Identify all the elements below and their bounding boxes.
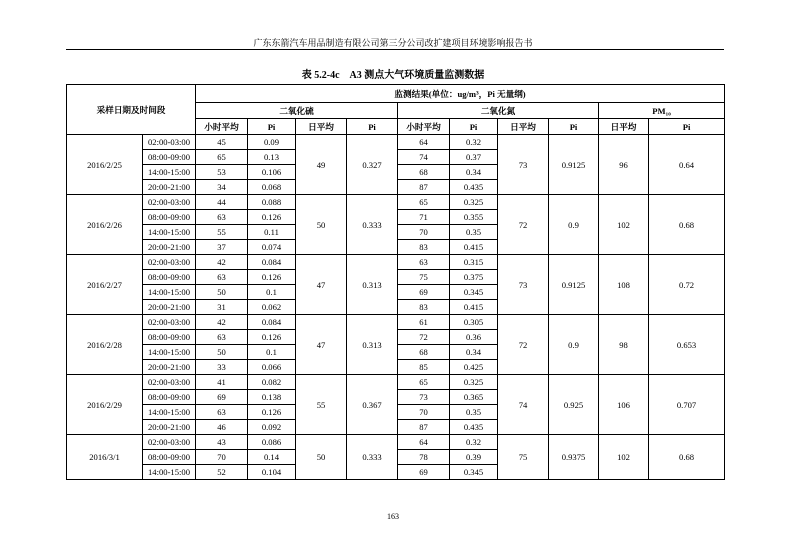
so2-daily-pi-cell: 0.313 bbox=[347, 255, 398, 315]
so2-hourly-cell: 42 bbox=[196, 315, 248, 330]
no2-hourly-pi-cell: 0.32 bbox=[450, 135, 498, 150]
time-cell: 08:00-09:00 bbox=[143, 450, 196, 465]
no2-daily-cell: 72 bbox=[498, 195, 549, 255]
no2-hourly-cell: 64 bbox=[398, 135, 450, 150]
time-cell: 14:00-15:00 bbox=[143, 345, 196, 360]
so2-daily-cell: 55 bbox=[296, 375, 347, 435]
time-cell: 20:00-21:00 bbox=[143, 420, 196, 435]
date-cell: 2016/2/26 bbox=[67, 195, 143, 255]
time-cell: 20:00-21:00 bbox=[143, 300, 196, 315]
so2-daily-cell: 49 bbox=[296, 135, 347, 195]
pm10-daily-cell: 108 bbox=[599, 255, 649, 315]
no2-hourly-pi-cell: 0.435 bbox=[450, 180, 498, 195]
no2-hourly-cell: 61 bbox=[398, 315, 450, 330]
no2-hourly-pi-cell: 0.415 bbox=[450, 300, 498, 315]
no2-hourly-pi-cell: 0.435 bbox=[450, 420, 498, 435]
so2-hourly-pi-cell: 0.092 bbox=[248, 420, 296, 435]
so2-hourly-pi-cell: 0.126 bbox=[248, 270, 296, 285]
pm10-pi-cell: 0.72 bbox=[649, 255, 725, 315]
so2-hourly-cell: 45 bbox=[196, 135, 248, 150]
time-cell: 20:00-21:00 bbox=[143, 360, 196, 375]
pm10-pi-cell: 0.68 bbox=[649, 195, 725, 255]
pm10-daily-cell: 96 bbox=[599, 135, 649, 195]
date-cell: 2016/2/25 bbox=[67, 135, 143, 195]
results-header: 监测结果(单位：ug/m³，Pi 无量纲) bbox=[196, 85, 725, 103]
no2-daily-pi-cell: 0.9375 bbox=[549, 435, 599, 480]
pm10-pi-cell: 0.64 bbox=[649, 135, 725, 195]
time-cell: 14:00-15:00 bbox=[143, 405, 196, 420]
so2-hourly-cell: 63 bbox=[196, 405, 248, 420]
time-cell: 02:00-03:00 bbox=[143, 135, 196, 150]
date-cell: 2016/2/27 bbox=[67, 255, 143, 315]
no2-daily-pi-cell: 0.9 bbox=[549, 195, 599, 255]
no2-hourly-cell: 87 bbox=[398, 180, 450, 195]
so2-hourly-pi-cell: 0.068 bbox=[248, 180, 296, 195]
no2-hourly-cell: 72 bbox=[398, 330, 450, 345]
page-number: 163 bbox=[387, 512, 399, 521]
so2-hourly-pi-cell: 0.066 bbox=[248, 360, 296, 375]
table-row bbox=[67, 435, 725, 450]
header-row-1 bbox=[67, 85, 725, 103]
so2-hourly-cell: 63 bbox=[196, 270, 248, 285]
so2-hourly-pi-cell: 0.062 bbox=[248, 300, 296, 315]
no2-hourly-pi-cell: 0.35 bbox=[450, 405, 498, 420]
time-cell: 20:00-21:00 bbox=[143, 240, 196, 255]
no2-hourly-pi-cell: 0.36 bbox=[450, 330, 498, 345]
so2-hourly-cell: 50 bbox=[196, 345, 248, 360]
no2-hourly-pi-cell: 0.34 bbox=[450, 165, 498, 180]
so2-hourly-pi-cell: 0.086 bbox=[248, 435, 296, 450]
date-cell: 2016/2/29 bbox=[67, 375, 143, 435]
time-cell: 02:00-03:00 bbox=[143, 435, 196, 450]
so2-hourly-cell: 43 bbox=[196, 435, 248, 450]
no2-hourly-pi-header: Pi bbox=[450, 119, 498, 135]
pm10-daily-cell: 98 bbox=[599, 315, 649, 375]
no2-hourly-cell: 83 bbox=[398, 240, 450, 255]
no2-hourly-cell: 87 bbox=[398, 420, 450, 435]
time-cell: 02:00-03:00 bbox=[143, 195, 196, 210]
no2-daily-pi-header: Pi bbox=[549, 119, 599, 135]
pm10-pi-cell: 0.653 bbox=[649, 315, 725, 375]
so2-hourly-cell: 55 bbox=[196, 225, 248, 240]
pm10-pi-cell: 0.707 bbox=[649, 375, 725, 435]
so2-hourly-cell: 42 bbox=[196, 255, 248, 270]
no2-hourly-cell: 78 bbox=[398, 450, 450, 465]
so2-hourly-cell: 63 bbox=[196, 210, 248, 225]
so2-hourly-cell: 44 bbox=[196, 195, 248, 210]
no2-hourly-cell: 65 bbox=[398, 375, 450, 390]
so2-hourly-cell: 33 bbox=[196, 360, 248, 375]
so2-hourly-pi-cell: 0.084 bbox=[248, 255, 296, 270]
no2-hourly-cell: 65 bbox=[398, 195, 450, 210]
so2-hourly-pi-cell: 0.106 bbox=[248, 165, 296, 180]
so2-hourly-cell: 70 bbox=[196, 450, 248, 465]
no2-hourly-pi-cell: 0.345 bbox=[450, 285, 498, 300]
time-cell: 08:00-09:00 bbox=[143, 390, 196, 405]
no2-hourly-cell: 70 bbox=[398, 405, 450, 420]
so2-hourly-cell: 52 bbox=[196, 465, 248, 480]
no2-hourly-pi-cell: 0.355 bbox=[450, 210, 498, 225]
no2-hourly-pi-cell: 0.305 bbox=[450, 315, 498, 330]
so2-hourly-pi-cell: 0.138 bbox=[248, 390, 296, 405]
so2-hourly-pi-cell: 0.074 bbox=[248, 240, 296, 255]
so2-daily-cell: 47 bbox=[296, 255, 347, 315]
pm10-daily-cell: 106 bbox=[599, 375, 649, 435]
no2-hourly-pi-cell: 0.34 bbox=[450, 345, 498, 360]
so2-hourly-pi-cell: 0.104 bbox=[248, 465, 296, 480]
so2-daily-header: 日平均 bbox=[296, 119, 347, 135]
no2-hourly-cell: 68 bbox=[398, 345, 450, 360]
header-divider bbox=[66, 49, 724, 50]
so2-hourly-pi-cell: 0.11 bbox=[248, 225, 296, 240]
pm10-daily-header: 日平均 bbox=[599, 119, 649, 135]
time-cell: 02:00-03:00 bbox=[143, 315, 196, 330]
so2-daily-pi-cell: 0.333 bbox=[347, 195, 398, 255]
so2-hourly-cell: 69 bbox=[196, 390, 248, 405]
no2-hourly-cell: 85 bbox=[398, 360, 450, 375]
so2-daily-pi-header: Pi bbox=[347, 119, 398, 135]
table-row bbox=[67, 315, 725, 330]
table-row bbox=[67, 255, 725, 270]
so2-hourly-pi-cell: 0.1 bbox=[248, 345, 296, 360]
no2-hourly-header: 小时平均 bbox=[398, 119, 450, 135]
so2-daily-cell: 50 bbox=[296, 195, 347, 255]
so2-hourly-pi-cell: 0.088 bbox=[248, 195, 296, 210]
no2-daily-cell: 73 bbox=[498, 255, 549, 315]
time-cell: 02:00-03:00 bbox=[143, 255, 196, 270]
no2-hourly-pi-cell: 0.325 bbox=[450, 375, 498, 390]
so2-hourly-header: 小时平均 bbox=[196, 119, 248, 135]
date-cell: 2016/2/28 bbox=[67, 315, 143, 375]
pm10-daily-cell: 102 bbox=[599, 195, 649, 255]
so2-hourly-pi-header: Pi bbox=[248, 119, 296, 135]
no2-daily-pi-cell: 0.9125 bbox=[549, 255, 599, 315]
no2-hourly-pi-cell: 0.315 bbox=[450, 255, 498, 270]
no2-hourly-cell: 63 bbox=[398, 255, 450, 270]
so2-daily-cell: 47 bbox=[296, 315, 347, 375]
table-title: 表 5.2-4c A3 测点大气环境质量监测数据 bbox=[301, 70, 485, 81]
no2-daily-header: 日平均 bbox=[498, 119, 549, 135]
time-cell: 14:00-15:00 bbox=[143, 465, 196, 480]
no2-hourly-pi-cell: 0.415 bbox=[450, 240, 498, 255]
so2-hourly-cell: 37 bbox=[196, 240, 248, 255]
so2-daily-pi-cell: 0.333 bbox=[347, 435, 398, 480]
date-time-header: 采样日期及时间段 bbox=[67, 85, 196, 135]
time-cell: 14:00-15:00 bbox=[143, 285, 196, 300]
no2-daily-cell: 74 bbox=[498, 375, 549, 435]
no2-daily-cell: 73 bbox=[498, 135, 549, 195]
no2-hourly-pi-cell: 0.375 bbox=[450, 270, 498, 285]
time-cell: 20:00-21:00 bbox=[143, 180, 196, 195]
page-header: 广东东箭汽车用品制造有限公司第三分公司改扩建项目环境影响报告书 bbox=[253, 38, 533, 48]
date-cell: 2016/3/1 bbox=[67, 435, 143, 480]
time-cell: 08:00-09:00 bbox=[143, 150, 196, 165]
no2-daily-cell: 72 bbox=[498, 315, 549, 375]
monitoring-table bbox=[66, 84, 725, 480]
no2-hourly-cell: 73 bbox=[398, 390, 450, 405]
time-cell: 08:00-09:00 bbox=[143, 210, 196, 225]
no2-daily-pi-cell: 0.925 bbox=[549, 375, 599, 435]
time-cell: 08:00-09:00 bbox=[143, 330, 196, 345]
so2-hourly-cell: 46 bbox=[196, 420, 248, 435]
no2-hourly-cell: 75 bbox=[398, 270, 450, 285]
no2-hourly-cell: 71 bbox=[398, 210, 450, 225]
time-cell: 02:00-03:00 bbox=[143, 375, 196, 390]
table-row bbox=[67, 375, 725, 390]
pm10-header: PM₁₀ bbox=[599, 103, 725, 119]
no2-daily-pi-cell: 0.9125 bbox=[549, 135, 599, 195]
so2-hourly-pi-cell: 0.082 bbox=[248, 375, 296, 390]
so2-daily-pi-cell: 0.313 bbox=[347, 315, 398, 375]
no2-hourly-pi-cell: 0.425 bbox=[450, 360, 498, 375]
so2-daily-cell: 50 bbox=[296, 435, 347, 480]
so2-hourly-pi-cell: 0.084 bbox=[248, 315, 296, 330]
no2-hourly-cell: 70 bbox=[398, 225, 450, 240]
time-cell: 08:00-09:00 bbox=[143, 270, 196, 285]
so2-hourly-cell: 53 bbox=[196, 165, 248, 180]
so2-hourly-pi-cell: 0.14 bbox=[248, 450, 296, 465]
so2-hourly-cell: 31 bbox=[196, 300, 248, 315]
no2-hourly-cell: 83 bbox=[398, 300, 450, 315]
no2-hourly-cell: 64 bbox=[398, 435, 450, 450]
no2-hourly-pi-cell: 0.35 bbox=[450, 225, 498, 240]
no2-daily-cell: 75 bbox=[498, 435, 549, 480]
no2-hourly-pi-cell: 0.345 bbox=[450, 465, 498, 480]
pm10-pi-header: Pi bbox=[649, 119, 725, 135]
so2-hourly-pi-cell: 0.13 bbox=[248, 150, 296, 165]
no2-hourly-pi-cell: 0.39 bbox=[450, 450, 498, 465]
so2-hourly-pi-cell: 0.126 bbox=[248, 210, 296, 225]
so2-hourly-pi-cell: 0.126 bbox=[248, 405, 296, 420]
no2-hourly-pi-cell: 0.32 bbox=[450, 435, 498, 450]
so2-daily-pi-cell: 0.367 bbox=[347, 375, 398, 435]
no2-hourly-pi-cell: 0.37 bbox=[450, 150, 498, 165]
pm10-pi-cell: 0.68 bbox=[649, 435, 725, 480]
no2-hourly-cell: 74 bbox=[398, 150, 450, 165]
so2-hourly-pi-cell: 0.126 bbox=[248, 330, 296, 345]
so2-daily-pi-cell: 0.327 bbox=[347, 135, 398, 195]
no2-daily-pi-cell: 0.9 bbox=[549, 315, 599, 375]
so2-hourly-cell: 34 bbox=[196, 180, 248, 195]
no2-header: 二氧化氮 bbox=[398, 103, 599, 119]
so2-header: 二氧化硫 bbox=[196, 103, 398, 119]
so2-hourly-pi-cell: 0.1 bbox=[248, 285, 296, 300]
so2-hourly-pi-cell: 0.09 bbox=[248, 135, 296, 150]
no2-hourly-cell: 68 bbox=[398, 165, 450, 180]
so2-hourly-cell: 65 bbox=[196, 150, 248, 165]
pm10-daily-cell: 102 bbox=[599, 435, 649, 480]
table-row bbox=[67, 195, 725, 210]
so2-hourly-cell: 50 bbox=[196, 285, 248, 300]
time-cell: 14:00-15:00 bbox=[143, 225, 196, 240]
time-cell: 14:00-15:00 bbox=[143, 165, 196, 180]
so2-hourly-cell: 41 bbox=[196, 375, 248, 390]
table-row bbox=[67, 135, 725, 150]
no2-hourly-cell: 69 bbox=[398, 285, 450, 300]
no2-hourly-pi-cell: 0.365 bbox=[450, 390, 498, 405]
no2-hourly-cell: 69 bbox=[398, 465, 450, 480]
so2-hourly-cell: 63 bbox=[196, 330, 248, 345]
no2-hourly-pi-cell: 0.325 bbox=[450, 195, 498, 210]
